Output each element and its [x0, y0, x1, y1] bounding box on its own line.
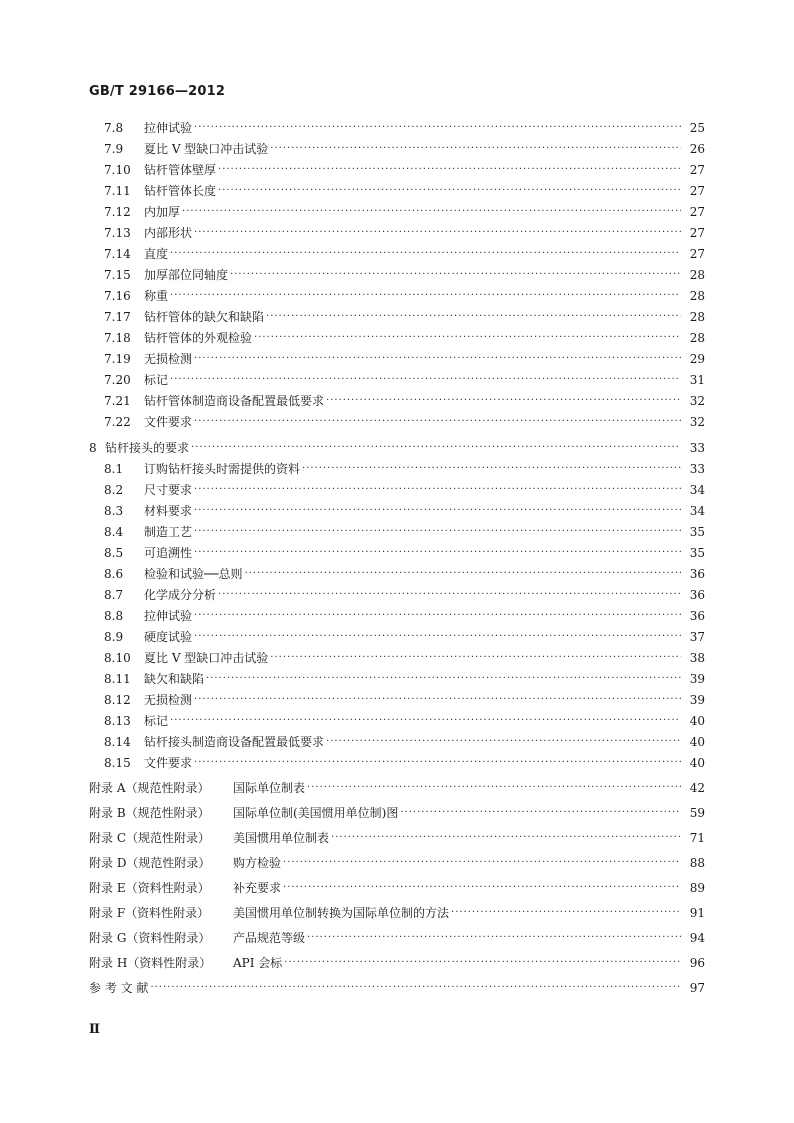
toc-entry-page: 36 [689, 609, 705, 623]
toc-entry-number: 8.1 [104, 462, 124, 476]
toc-entry[interactable] [0, 349, 705, 369]
toc-leader-dots [194, 690, 681, 710]
toc-leader-dots [194, 753, 681, 773]
toc-entry-page: 71 [689, 831, 705, 845]
toc-leader-dots [400, 803, 681, 823]
toc-leader-dots [194, 606, 681, 626]
toc-entry[interactable] [0, 307, 705, 327]
toc-entry-title: 补充要求 [233, 881, 282, 895]
toc-entry-number: 7.16 [104, 289, 131, 303]
toc-entry-page: 31 [689, 373, 705, 387]
toc-entry-page: 35 [689, 546, 705, 560]
toc-entry-page: 29 [689, 352, 705, 366]
toc-entry[interactable] [0, 732, 705, 752]
toc-entry-number: 8.10 [104, 651, 131, 665]
toc-entry-number: 8.4 [104, 525, 124, 539]
toc-leader-dots [170, 370, 681, 390]
toc-entry-page: 25 [689, 121, 705, 135]
toc-entry-title: 无损检测 [144, 693, 193, 707]
toc-entry-title: 美国惯用单位制转换为国际单位制的方法 [233, 906, 450, 920]
toc-entry[interactable] [0, 564, 705, 584]
toc-entry-title: 化学成分分析 [144, 588, 217, 602]
toc-leader-dots [194, 543, 681, 563]
toc-entry-number: 7.17 [104, 310, 131, 324]
toc-entry-number: 8.12 [104, 693, 131, 707]
toc-leader-dots [150, 978, 681, 998]
toc-entry-title: 直度 [144, 247, 169, 261]
toc-entry-page: 27 [689, 163, 705, 177]
toc-entry-number: 8.15 [104, 756, 131, 770]
toc-entry-number: 8.13 [104, 714, 131, 728]
toc-leader-dots [170, 711, 681, 731]
toc-entry-title: 钻杆接头的要求 [105, 441, 190, 455]
toc-entry-page: 42 [689, 781, 705, 795]
toc-entry-title: 产品规范等级 [233, 931, 306, 945]
toc-entry-title: 国际单位制(美国惯用单位制)图 [233, 806, 399, 820]
toc-entry[interactable] [0, 803, 705, 823]
toc-entry-number: 附录 G（资料性附录） [89, 931, 211, 945]
toc-entry-page: 96 [689, 956, 705, 970]
toc-entry[interactable] [0, 606, 705, 626]
toc-entry-title: 制造工艺 [144, 525, 193, 539]
toc-entry[interactable] [0, 978, 705, 998]
toc-entry-number: 7.22 [104, 415, 131, 429]
toc-entry-page: 28 [689, 310, 705, 324]
toc-entry[interactable] [0, 711, 705, 731]
toc-entry[interactable] [0, 244, 705, 264]
toc-entry-number: 7.15 [104, 268, 131, 282]
toc-entry-page: 40 [689, 714, 705, 728]
toc-entry-title: 称重 [144, 289, 169, 303]
toc-leader-dots [283, 878, 681, 898]
toc-entry-number: 7.12 [104, 205, 131, 219]
toc-entry-title: 钻杆管体长度 [144, 184, 217, 198]
toc-leader-dots [194, 349, 681, 369]
toc-entry-page: 27 [689, 226, 705, 240]
toc-entry-title: 材料要求 [144, 504, 193, 518]
toc-entry-number: 8 [89, 441, 97, 455]
toc-entry-page: 35 [689, 525, 705, 539]
toc-entry-page: 36 [689, 588, 705, 602]
standard-number-header: GB/T 29166—2012 [89, 84, 226, 99]
toc-entry-number: 7.14 [104, 247, 131, 261]
toc-entry-page: 91 [689, 906, 705, 920]
toc-entry-number: 8.14 [104, 735, 131, 749]
toc-entry-title: 文件要求 [144, 756, 193, 770]
toc-entry-title: 美国惯用单位制表 [233, 831, 330, 845]
toc-entry[interactable] [0, 878, 705, 898]
toc-entry-title: 标记 [144, 373, 169, 387]
toc-leader-dots [194, 412, 681, 432]
toc-entry[interactable] [0, 223, 705, 243]
toc-entry-number: 7.8 [104, 121, 124, 135]
toc-entry-number: 8.6 [104, 567, 124, 581]
toc-entry-number: 附录 C（规范性附录） [89, 831, 210, 845]
toc-entry-page: 97 [689, 981, 705, 995]
toc-entry-title: 钻杆管体的外观检验 [144, 331, 253, 345]
toc-leader-dots [194, 480, 681, 500]
toc-leader-dots [302, 459, 681, 479]
toc-entry-page: 36 [689, 567, 705, 581]
toc-entry[interactable] [0, 648, 705, 668]
toc-entry-number: 附录 F（资料性附录） [89, 906, 210, 920]
toc-entry-number: 8.5 [104, 546, 124, 560]
toc-entry-number: 8.2 [104, 483, 124, 497]
toc-leader-dots [270, 139, 681, 159]
toc-entry-page: 37 [689, 630, 705, 644]
toc-entry[interactable] [0, 202, 705, 222]
toc-entry[interactable] [0, 438, 705, 458]
toc-entry-title: 硬度试验 [144, 630, 193, 644]
toc-entry-number: 8.8 [104, 609, 124, 623]
toc-entry[interactable] [0, 459, 705, 479]
toc-leader-dots [194, 223, 681, 243]
toc-entry[interactable] [0, 669, 705, 689]
toc-entry[interactable] [0, 627, 705, 647]
toc-leader-dots [170, 286, 681, 306]
toc-entry-page: 27 [689, 247, 705, 261]
toc-entry-number: 8.7 [104, 588, 124, 602]
page-number: Ⅱ [89, 1022, 100, 1037]
toc-entry-title: 国际单位制表 [233, 781, 306, 795]
toc-entry-title: 夏比 V 型缺口冲击试验 [144, 651, 269, 665]
toc-leader-dots [254, 328, 681, 348]
toc-entry[interactable] [0, 328, 705, 348]
toc-entry[interactable] [0, 139, 705, 159]
toc-entry[interactable] [0, 181, 705, 201]
toc-entry-page: 59 [689, 806, 705, 820]
toc-leader-dots [244, 564, 681, 584]
toc-entry-number: 附录 E（资料性附录） [89, 881, 210, 895]
toc-entry-title: 参 考 文 献 [89, 981, 149, 995]
toc-entry[interactable] [0, 501, 705, 521]
toc-entry-page: 34 [689, 504, 705, 518]
toc-entry-page: 39 [689, 693, 705, 707]
toc-entry[interactable] [0, 953, 705, 973]
toc-entry-title: 钻杆管体制造商设备配置最低要求 [144, 394, 325, 408]
toc-entry-title: 拉伸试验 [144, 609, 193, 623]
toc-entry-page: 94 [689, 931, 705, 945]
toc-leader-dots [182, 202, 681, 222]
toc-entry-title: 拉伸试验 [144, 121, 193, 135]
toc-entry-page: 34 [689, 483, 705, 497]
toc-leader-dots [326, 732, 681, 752]
toc-entry-page: 33 [689, 441, 705, 455]
toc-entry-title: 可追溯性 [144, 546, 193, 560]
toc-leader-dots [170, 244, 681, 264]
toc-entry-title: 尺寸要求 [144, 483, 193, 497]
toc-entry-number: 7.21 [104, 394, 131, 408]
toc-leader-dots [194, 627, 681, 647]
toc-entry-number: 8.11 [104, 672, 131, 686]
toc-entry-page: 32 [689, 394, 705, 408]
toc-entry-title: 标记 [144, 714, 169, 728]
toc-entry-page: 38 [689, 651, 705, 665]
toc-entry-number: 8.3 [104, 504, 124, 518]
toc-leader-dots [451, 903, 681, 923]
toc-entry[interactable] [0, 412, 705, 432]
toc-entry-title: API 会标 [233, 956, 283, 970]
toc-entry-number: 7.18 [104, 331, 131, 345]
toc-entry[interactable] [0, 543, 705, 563]
toc-entry-title: 文件要求 [144, 415, 193, 429]
toc-entry-page: 26 [689, 142, 705, 156]
toc-entry-page: 27 [689, 205, 705, 219]
toc-entry-title: 检验和试验──总则 [144, 567, 243, 581]
toc-entry[interactable] [0, 286, 705, 306]
toc-entry-title: 夏比 V 型缺口冲击试验 [144, 142, 269, 156]
toc-leader-dots [307, 928, 681, 948]
toc-entry-title: 内加厚 [144, 205, 181, 219]
toc-leader-dots [194, 522, 681, 542]
toc-leader-dots [218, 585, 681, 605]
toc-entry[interactable] [0, 480, 705, 500]
toc-entry[interactable] [0, 585, 705, 605]
toc-entry-title: 无损检测 [144, 352, 193, 366]
toc-entry[interactable] [0, 778, 705, 798]
toc-entry-page: 88 [689, 856, 705, 870]
toc-entry-number: 7.13 [104, 226, 131, 240]
toc-entry[interactable] [0, 522, 705, 542]
toc-entry-page: 28 [689, 331, 705, 345]
toc-entry[interactable] [0, 828, 705, 848]
toc-leader-dots [194, 118, 681, 138]
toc-leader-dots [331, 828, 681, 848]
toc-entry-page: 89 [689, 881, 705, 895]
toc-leader-dots [218, 160, 681, 180]
toc-entry-number: 附录 A（规范性附录） [89, 781, 210, 795]
toc-leader-dots [307, 778, 681, 798]
toc-entry-number: 附录 D（规范性附录） [89, 856, 211, 870]
toc-entry-page: 32 [689, 415, 705, 429]
toc-entry-number: 7.10 [104, 163, 131, 177]
toc-entry-page: 28 [689, 268, 705, 282]
toc-entry[interactable] [0, 903, 705, 923]
toc-entry[interactable] [0, 853, 705, 873]
toc-entry-title: 缺欠和缺陷 [144, 672, 205, 686]
toc-entry[interactable] [0, 265, 705, 285]
toc-entry-title: 内部形状 [144, 226, 193, 240]
toc-leader-dots [270, 648, 681, 668]
toc-leader-dots [230, 265, 681, 285]
toc-entry-page: 33 [689, 462, 705, 476]
toc-entry-number: 7.11 [104, 184, 131, 198]
toc-entry-number: 8.9 [104, 630, 124, 644]
toc-entry[interactable] [0, 118, 705, 138]
toc-entry-title: 加厚部位同轴度 [144, 268, 229, 282]
toc-leader-dots [283, 853, 681, 873]
toc-entry-number: 7.19 [104, 352, 131, 366]
toc-entry-page: 27 [689, 184, 705, 198]
toc-entry[interactable] [0, 370, 705, 390]
toc-entry[interactable] [0, 753, 705, 773]
toc-leader-dots [266, 307, 681, 327]
toc-entry[interactable] [0, 391, 705, 411]
toc-entry-title: 钻杆接头制造商设备配置最低要求 [144, 735, 325, 749]
toc-entry-page: 40 [689, 735, 705, 749]
toc-entry-page: 39 [689, 672, 705, 686]
toc-entry[interactable] [0, 690, 705, 710]
toc-entry-title: 购方检验 [233, 856, 282, 870]
toc-entry-number: 附录 B（规范性附录） [89, 806, 210, 820]
toc-entry-number: 附录 H（资料性附录） [89, 956, 212, 970]
toc-entry-title: 订购钻杆接头时需提供的资料 [144, 462, 301, 476]
toc-entry[interactable] [0, 928, 705, 948]
toc-entry-number: 7.20 [104, 373, 131, 387]
toc-entry-title: 钻杆管体的缺欠和缺陷 [144, 310, 265, 324]
toc-leader-dots [284, 953, 681, 973]
toc-leader-dots [326, 391, 681, 411]
toc-entry-title: 钻杆管体壁厚 [144, 163, 217, 177]
toc-entry-page: 28 [689, 289, 705, 303]
toc-leader-dots [191, 438, 681, 458]
toc-entry-number: 7.9 [104, 142, 124, 156]
toc-leader-dots [218, 181, 681, 201]
toc-leader-dots [194, 501, 681, 521]
toc-entry-page: 40 [689, 756, 705, 770]
toc-leader-dots [206, 669, 681, 689]
toc-entry[interactable] [0, 160, 705, 180]
